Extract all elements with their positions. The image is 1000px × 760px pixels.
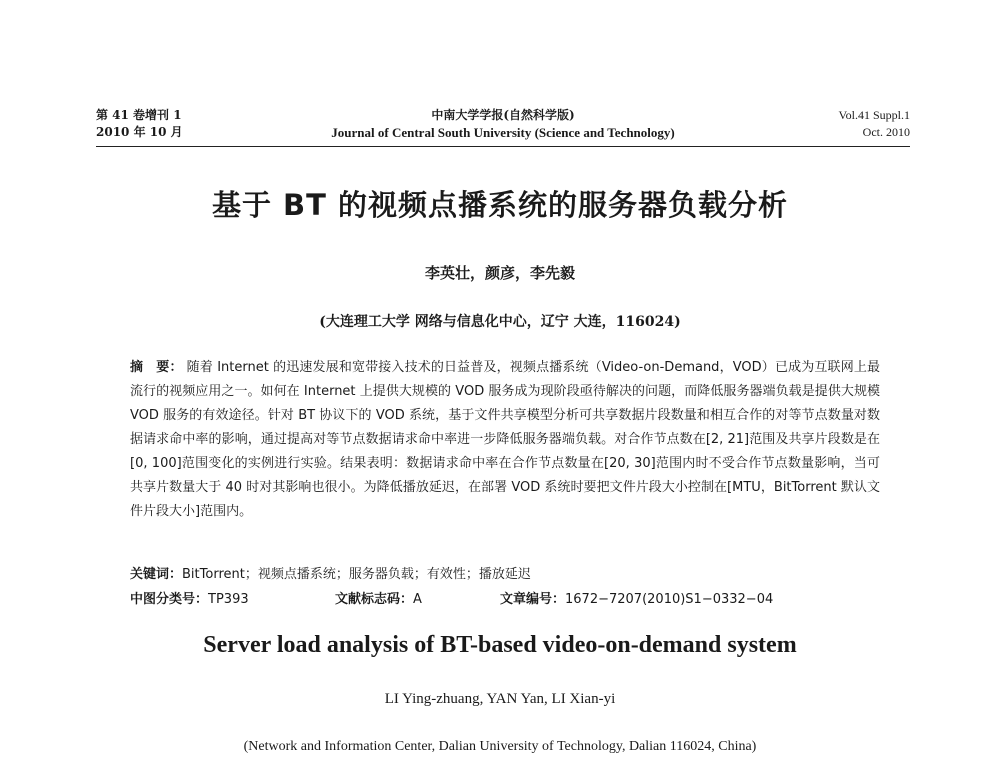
abstract-cn <box>130 356 880 524</box>
article-label: 文章编号： <box>500 592 566 607</box>
abstract-label: 摘 要： <box>130 360 183 375</box>
header-center <box>96 107 910 141</box>
volume-en: Vol.41 Suppl.1 <box>838 108 910 122</box>
authors-en: LI Ying-zhuang, YAN Yan, LI Xian-yi <box>384 691 616 707</box>
class-value: TP393 <box>208 592 249 607</box>
article-value: 1672−7207(2010)S1−0332−04 <box>565 592 774 607</box>
date-cn: 2010 年 10 月 <box>96 125 183 139</box>
header-rule <box>96 146 910 147</box>
keywords-text: BitTorrent；视频点播系统；服务器负载；有效性；播放延迟 <box>182 567 531 582</box>
doccode-label: 文献标志码： <box>335 592 414 607</box>
classification-line <box>130 590 880 610</box>
authors-cn: 李英壮，颜彦，李先毅 <box>424 264 575 282</box>
class-number <box>130 590 335 610</box>
keywords-line <box>130 565 880 585</box>
journal-header <box>96 107 910 147</box>
doc-code <box>335 590 500 610</box>
affiliation-cn: (大连理工大学 网络与信息化中心，辽宁 大连，116024) <box>319 314 681 330</box>
header-right <box>839 107 910 141</box>
article-number <box>500 590 773 610</box>
abstract-text: 随着 Internet 的迅速发展和宽带接入技术的日益普及，视频点播系统（Video-on-Demand，VOD）已成为互联网上最流行的视频应用之一。如何在 Internet 上提供大规模的 VOD 服务成为现阶段亟待解决的问题，而降低服务器端负载是提供大规模 VOD 服务的有效途径。针对 BT 协议下的 VOD 系统，基于文件共享模型分析可共享数据片段数量和相互合作的对等节点数量对数据请求命中率的影响，通过提高对等节点数据请求命中率进一步降低服务器端负载。对合作节点数在[2, 21]范围及共享片段数是在[0, 100]范围变化的实例进行实验。结果表明：数据请求命中率在合作节点数量在[20, 30]范围内时不受合作节点数量影响，当可共享片数量大于 40 时对其影响也很小。为降低播放延迟，在部署 VOD 系统时要把文件片段大小控制在[MTU，BitTorrent 默认文件片段大小]范围内。 <box>130 360 880 519</box>
affiliation-en: (Network and Information Center, Dalian University of Technology, Dalian 116024, China) <box>243 739 757 754</box>
keywords-label: 关键词： <box>130 567 183 582</box>
paper-title-cn: 基于 BT 的视频点播系统的服务器负载分析 <box>211 188 789 222</box>
journal-name-cn: 中南大学学报(自然科学版) <box>431 108 575 122</box>
volume-cn: 第 41 卷增刊 1 <box>96 108 182 122</box>
paper-title-en: Server load analysis of BT-based video-on-demand system <box>203 632 797 658</box>
class-label: 中图分类号： <box>130 592 209 607</box>
journal-name-en: Journal of Central South University (Science and Technology) <box>331 125 675 140</box>
doccode-value: A <box>413 592 422 607</box>
date-en: Oct. 2010 <box>862 125 910 139</box>
